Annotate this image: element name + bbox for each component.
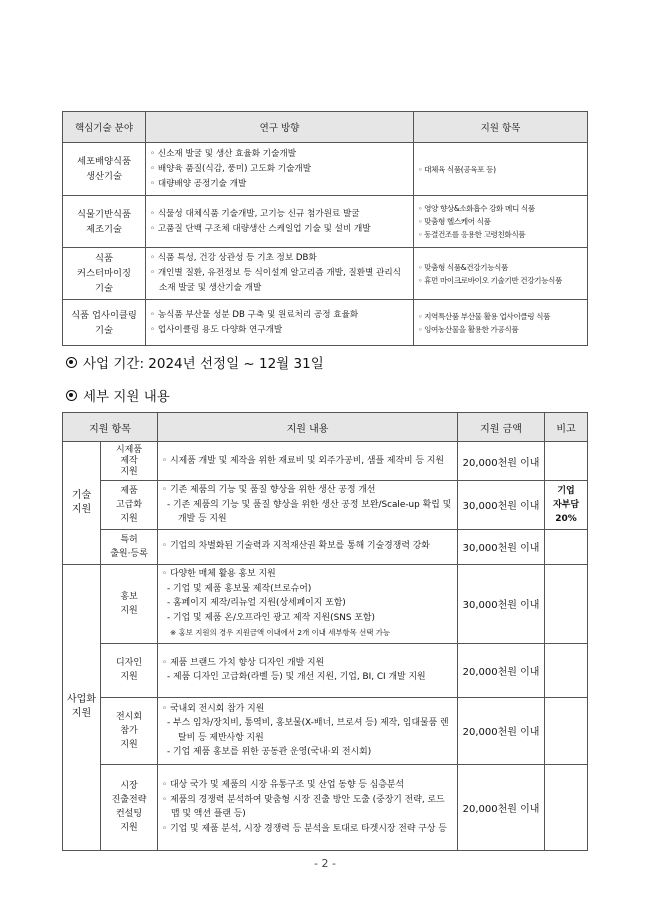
header-cell: 지원 항목 [63,413,158,442]
item-line: 지원 [120,672,138,683]
item-line: 시제품 [115,444,143,455]
header-cell: 지원 항목 [414,112,588,143]
list-item: ◦ 제품의 경쟁력 분석하여 맞춤형 시장 진출 방안 도출 (중장기 전략, 로드맵 및 액션 플랜 등) [162,793,453,822]
area-line: 세포배양식품 [77,156,131,167]
group-cell [63,442,101,565]
table-row [63,143,588,196]
desc-cell [158,697,458,764]
group-line: 지원 [71,503,92,515]
area-cell [63,143,146,196]
item-cell [101,764,158,850]
group-line: 지원 [71,708,92,720]
desc-cell [158,764,458,850]
note-cell [545,697,588,764]
amount-cell: 20,000천원 이내 [458,764,545,850]
sub-item: - 기업 및 제품 홍보물 제작(브로슈어) [162,582,453,597]
item-cell [101,564,158,643]
sub-item: - 홈페이지 제작/리뉴얼 지원(상세페이지 포함) [162,596,453,611]
list-item: ◦ 휴먼 마이크로바이오 기술기반 건강기능식품 [418,274,583,287]
note-line: 20% [555,513,577,524]
area-line: 식물기반식품 [77,208,131,220]
header-cell: 지원 금액 [458,413,545,442]
table-row [63,529,588,564]
sub-item: - 기업 제품 홍보를 위한 공동관 운영(국내·외 전시회) [162,745,453,760]
list-item: ◦ 신소재 발굴 및 생산 효율화 기술개발 [150,147,409,162]
table-row [63,697,588,764]
item-line: 지원 [120,739,138,750]
sub-item: - 기존 제품의 기능 및 품질 향상을 위한 생산 공정 보완/Scale-up 확립 및 개발 등 지원 [162,498,453,527]
list-item: ◦ 동결건조를 응용한 고령친화식품 [418,228,583,241]
list-item: ◦ 대상 국가 및 제품의 시장 유통구조 및 산업 동향 등 심층분석 [162,778,453,793]
list-item: ◦ 기존 제품의 기능 및 품질 향상을 위한 생산 공정 개선 [162,483,453,498]
amount-cell: 30,000천원 이내 [458,481,545,530]
area-line: 기술 [95,283,113,294]
circle-bullet-icon [66,390,77,401]
sub-item: - 제품 디자인 고급화(라벨 등) 및 개선 지원, 기업, BI, CI 개발 지원 [162,670,453,685]
direction-cell [146,300,414,346]
note-cell [545,442,588,481]
support-cell [414,248,588,300]
list-item: ◦ 대체육 식품(공육포 등) [418,163,583,176]
list-item: ◦ 농식품 부산물 성분 DB 구축 및 원료처리 공정 효율화 [150,308,409,323]
list-item: ◦ 잉여농산물을 활용한 가공식품 [418,323,583,336]
table-header-row [63,413,588,442]
direction-cell [146,196,414,248]
group-line: 사업화 [67,694,96,706]
list-item: ◦ 업사이클링 용도 다양화 연구개발 [150,323,409,338]
desc-cell [158,529,458,564]
item-line: 디자인 [115,658,143,669]
table-row [63,300,588,346]
item-line: 고급화 [115,499,143,510]
area-line: 기술 [95,324,113,336]
support-cell [414,300,588,346]
note-cell [545,529,588,564]
list-item: ◦ 다양한 매체 활용 홍보 지원 [162,567,453,582]
list-item: ◦ 식품 특성, 건강 상관성 등 기초 정보 DB화 [150,251,409,266]
table-row [63,643,588,697]
list-item: ◦ 기업의 차별화된 기술력과 지적재산권 확보를 통해 기술경쟁력 강화 [162,539,453,554]
list-item: ◦ 배양육 품질(식감, 풍미) 고도화 기술개발 [150,162,409,177]
list-item: ◦ 기업 및 제품 분석, 시장 경쟁력 등 분석을 토대로 타겟시장 전략 구상 등 [162,822,453,837]
area-cell [63,300,146,346]
note-line: 자부담 [552,499,580,510]
area-line: 생산기술 [86,171,122,182]
header-cell: 연구 방향 [146,112,414,143]
header-cell: 핵심기술 분야 [63,112,146,143]
item-line: 지원 [120,466,138,477]
direction-cell [146,143,414,196]
area-line: 식품 업사이클링 [71,309,137,321]
tech-field-table [62,111,588,346]
item-line: 전시회 [115,711,143,722]
section-heading-period [66,352,324,372]
support-detail-table [62,412,588,851]
support-cell [414,196,588,248]
amount-cell: 30,000천원 이내 [458,564,545,643]
desc-cell [158,481,458,530]
amount-cell: 30,000천원 이내 [458,529,545,564]
section-heading-detail [66,385,170,405]
list-item: ◦ 대량배양 공정기술 개발 [150,177,409,192]
area-cell [63,196,146,248]
amount-cell: 20,000천원 이내 [458,643,545,697]
note-cell [545,564,588,643]
section-heading-text: 세부 지원 내용 [83,389,170,405]
item-line: 지원 [120,513,138,524]
list-item: ◦ 개인별 질환, 유전정보 등 식이설계 알고리즘 개발, 질환별 관리식 소재 발굴 및 생산기술 개발 [150,266,409,296]
list-item: ◦ 식물성 대체식품 기술개발, 고기능 신규 첨가원료 발굴 [150,207,409,222]
list-item: ◦ 시제품 개발 및 제작을 위한 재료비 및 외주가공비, 샘플 제작비 등 지원 [162,454,453,469]
item-cell [101,529,158,564]
item-line: 지원 [120,823,138,834]
item-cell [101,697,158,764]
table-row [63,564,588,643]
note-cell [545,764,588,850]
circle-bullet-icon [66,357,77,368]
group-cell [63,564,101,850]
amount-cell: 20,000천원 이내 [458,697,545,764]
page-number: - 2 - [314,857,336,870]
table-header-row [63,112,588,143]
list-item: ◦ 영양 향상&소화흡수 강화 메디 식품 [418,202,583,215]
item-line: 홍보 [120,591,138,602]
item-line: 특허 [120,534,138,545]
area-line: 제조기술 [86,223,122,235]
list-item: ◦ 지역특산품 부산물 활용 업사이클링 식품 [418,310,583,323]
item-line: 제작 [120,455,138,466]
table-row [63,442,588,481]
item-line: 참가 [120,725,138,736]
note-cell [545,481,588,530]
list-item: ◦ 맞춤형 식품&건강기능식품 [418,261,583,274]
note-item: ※ 홍보 지원의 경우 지원금액 이내에서 2개 이내 세부항목 선택 가능 [162,626,453,641]
item-line: 지원 [120,605,138,616]
group-line: 기술 [71,489,92,501]
note-line: 기업 [557,485,575,496]
table-row [63,764,588,850]
area-line: 식품 [95,253,113,264]
desc-cell [158,564,458,643]
item-line: 컨설팅 [115,809,143,820]
direction-cell [146,248,414,300]
sub-item: - 부스 임차/장치비, 통역비, 홍보물(X-배너, 브로셔 등) 제작, 임대물품 렌탈비 등 제반사항 지원 [162,716,453,745]
amount-cell: 20,000천원 이내 [458,442,545,481]
header-cell: 비고 [545,413,588,442]
section-heading-text: 사업 기간: 2024년 선정일 ~ 12월 31일 [83,356,324,372]
area-line: 커스터마이징 [77,268,131,279]
area-cell [63,248,146,300]
item-line: 출원·등록 [110,548,148,559]
item-cell [101,643,158,697]
item-line: 시장 [120,781,138,792]
item-line: 제품 [120,485,138,496]
support-cell [414,143,588,196]
sub-item: - 기업 및 제품 온/오프라인 광고 제작 지원(SNS 포함) [162,611,453,626]
header-cell: 지원 내용 [158,413,458,442]
table-row [63,481,588,530]
desc-cell [158,442,458,481]
list-item: ◦ 국내외 전시회 참가 지원 [162,702,453,717]
list-item: ◦ 제품 브랜드 가치 향상 디자인 개발 지원 [162,656,453,671]
item-line: 진출전략 [111,795,147,806]
list-item: ◦ 고품질 단백 구조체 대량생산 스케일업 기술 및 설비 개발 [150,222,409,237]
note-cell [545,643,588,697]
desc-cell [158,643,458,697]
item-cell [101,481,158,530]
item-cell [101,442,158,481]
table-row [63,196,588,248]
table-row [63,248,588,300]
list-item: ◦ 맞춤형 헬스케어 식품 [418,215,583,228]
